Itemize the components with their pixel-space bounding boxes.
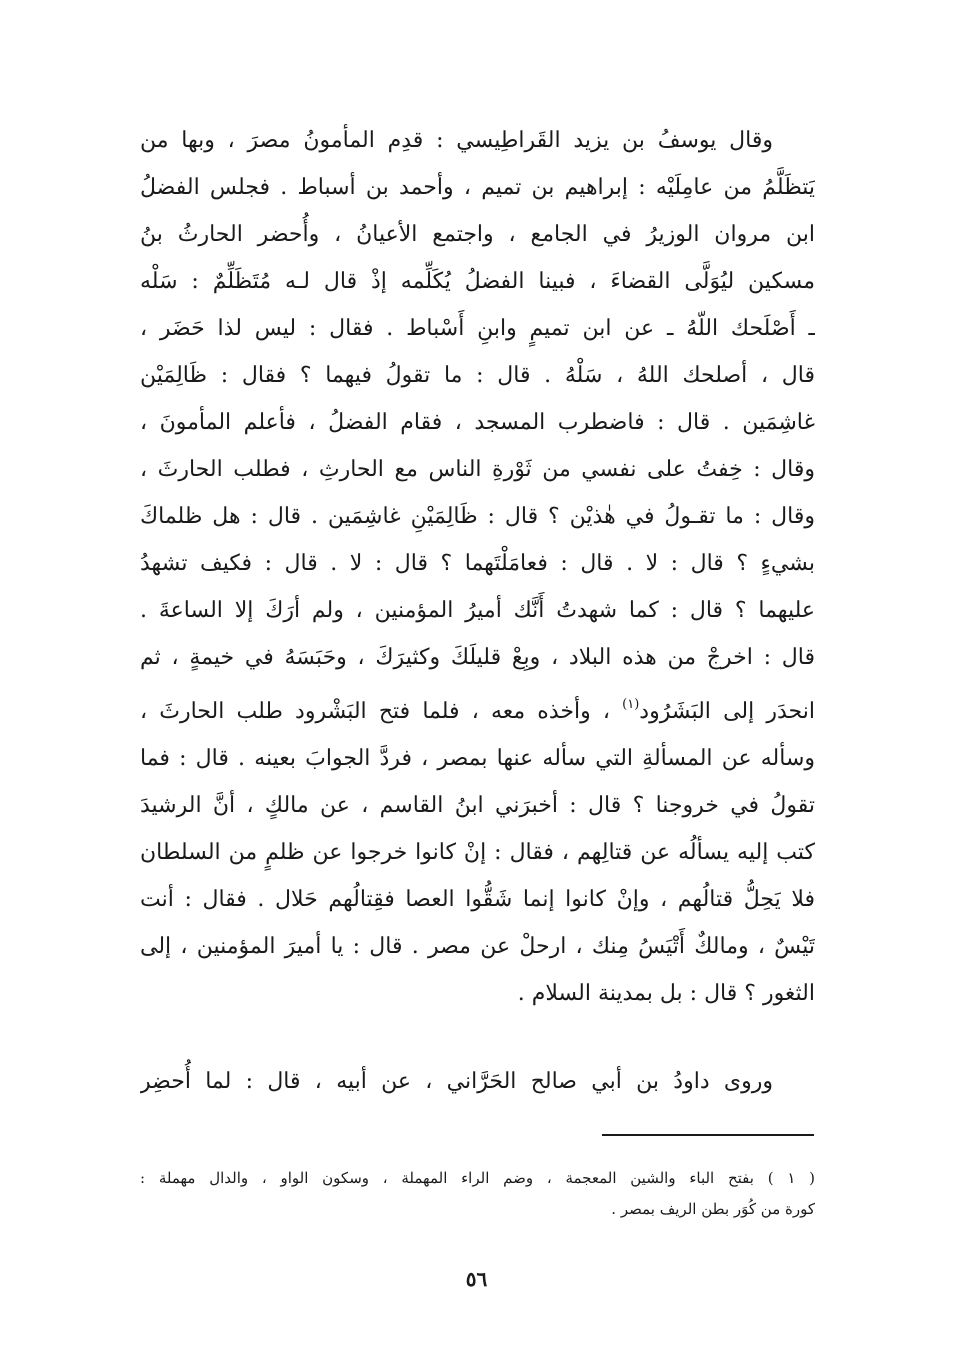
text-line: وقال : خِفتُ على نفسي من ثَوْرةِ الناس مع الحارثِ ، فطلب الحارثَ ،	[140, 457, 815, 482]
text-line-with-footnote	[140, 681, 815, 735]
page-number: ٥٦	[465, 1267, 488, 1291]
text-line: فلا يَحِلُّ قتالُهم ، وإنْ كانوا إنما شَقُّوا العصا فقِتالُهم حَلال . فقال : أنت	[140, 887, 815, 912]
text-line: وقال : ما تقـولُ في هٰذيْن ؟ قال : ظَالِمَيْنِ غاشِمَين . قال : هل ظلماكَ	[140, 504, 815, 529]
text-line: وقال يوسفُ بن يزيد القَراطِيسي : قدِم المأمونُ مصرَ ، وبها من	[140, 128, 773, 153]
footnote-divider	[602, 1134, 814, 1136]
text-line: مسكين ليُوَلَّى القضاءَ ، فبينا الفضلُ يُكَلِّمه إذْ قال لـه مُتَظَلِّمٌ : سَلْه	[140, 269, 815, 294]
text-line: ابن مروان الوزيرُ في الجامع ، واجتمع الأعيانُ ، وأُحضر الحارثُ بنُ	[140, 222, 815, 247]
text-line: وسأله عن المسألةِ التي سأله عنها بمصر ، فردَّ الجوابَ بعينه . قال : فما	[140, 746, 815, 771]
text-line: يَتظَلَّمُ من عامِلَيْه : إبراهيم بن تميم ، وأحمد بن أسباط . فجلس الفضلُ	[140, 175, 815, 200]
footnote-line: ( ١ ) بفتح الباء والشين المعجمة ، وضم الراء المهملة ، وسكون الواو ، والدال مهملة :	[140, 1169, 815, 1187]
text-line: بشيءٍ ؟ قال : لا . قال : فعامَلْتَهما ؟ قال : لا . قال : فكيف تشهدُ	[140, 551, 815, 576]
footnote-line: كورة من كُوَر بطن الريف بمصر .	[611, 1200, 815, 1218]
text-line: تقولُ في خروجنا ؟ قال : أخبرَني ابنُ القاسم ، عن مالكٍ ، أنَّ الرشيدَ	[140, 793, 815, 818]
text-line: قال : اخرجْ من هذه البلاد ، وبِعْ قليلَكَ وكثيرَكَ ، وحَبَسَهُ في خيمةٍ ، ثم	[140, 645, 815, 670]
text-line: عليهما ؟ قال : كما شهدتُ أَنَّك أميرُ المؤمنين ، ولم أرَكَ إلا الساعةَ .	[140, 598, 815, 623]
footnote	[140, 1163, 815, 1225]
text-line: ـ أَصْلَحك اللّهُ ـ عن ابن تميمٍ وابنِ أَسْباط . فقال : ليس لذا حَضَر ،	[140, 316, 815, 341]
text-line: قال ، أصلحك اللهُ ، سَلْهُ . قال : ما تقولُ فيهما ؟ فقال : ظَالِمَيْن	[140, 363, 815, 388]
paragraph-2	[140, 1058, 815, 1105]
text-line: الثغور ؟ قال : بل بمدينة السلام .	[517, 981, 815, 1006]
footnote-reference[interactable]: (١)	[622, 697, 640, 712]
paragraph-1	[140, 117, 815, 1017]
text-segment: ، وأخذه معه ، فلما فتح البَشْرود طلب الحارثَ ،	[140, 699, 623, 724]
text-line: كتب إليه يسألُه عن قتالِهم ، فقال : إنْ كانوا خرجوا عن ظلمٍ من السلطان	[140, 840, 815, 865]
text-segment: انحدَر إلى البَشَرُود	[639, 699, 815, 724]
text-line: وروى داودُ بن أبي صالح الحَرَّاني ، عن أبيه ، قال : لما أُحضِر	[140, 1069, 773, 1094]
text-line: تَيْسٌ ، ومالكٌ أَتْيَسُ مِنك ، ارحلْ عن مصر . قال : يا أميرَ المؤمنين ، إلى	[140, 934, 815, 959]
text-line: غاشِمَين . قال : فاضطرب المسجد ، فقام الفضلُ ، فأعلم المأمونَ ،	[140, 410, 815, 435]
